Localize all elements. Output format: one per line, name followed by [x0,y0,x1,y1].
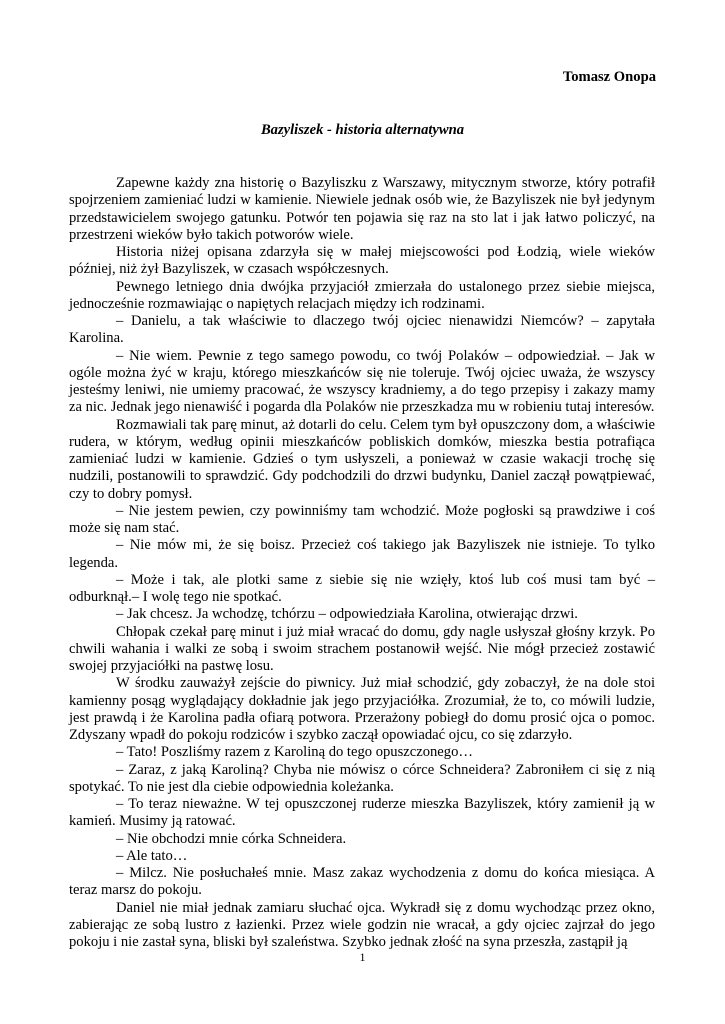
paragraph: – Jak chcesz. Ja wchodzę, tchórzu – odpowiedziała Karolina, otwierając drzwi. [116,606,578,623]
paragraph: – Nie mów mi, że się boisz. Przecież coś takiego jak Bazyliszek nie istnieje. To tylko legenda. [69,537,655,571]
paragraph: W środku zauważył zejście do piwnicy. Już miał schodzić, gdy zobaczył, że na dole stoi kamienny posąg wyglądający dokładnie jak jego przyjaciółka. Zrozumiał, że to, co mówili ludzie, jest prawdą i że Karolina padła ofiarą potwora. Przerażony pobiegł do domu prosić ojca o pomoc. Zdyszany wpadł do pokoju rodziców i szybko zaczął opowiadać ojcu, co się zdarzyło. [69,675,655,743]
paragraph: – Ale tato… [116,847,188,864]
paragraph: – Nie obchodzi mnie córka Schneidera. [116,830,347,847]
author-name: Tomasz Onopa [562,69,656,85]
paragraph: – Może i tak, ale plotki same z siebie się nie wzięły, ktoś lub coś musi tam być – odburknął.– I wolę tego nie spotkać. [69,571,655,605]
page-number: 1 [359,950,366,964]
paragraph: – Nie jestem pewien, czy powinniśmy tam wchodzić. Może pogłoski są prawdziwe i coś może się nam stać. [69,502,655,536]
paragraph: – Tato! Poszliśmy razem z Karoliną do tego opuszczonego… [116,744,473,761]
story-body [69,175,655,951]
paragraph: Historia niżej opisana zdarzyła się w małej miejscowości pod Łodzią, wiele wieków później, niż żył Bazyliszek, w czasach współczesnych. [69,244,655,278]
paragraph: – To teraz nieważne. W tej opuszczonej ruderze mieszka Bazyliszek, który zamienił ją w kamień. Musimy ją ratować. [69,796,655,830]
paragraph: – Milcz. Nie posłuchałeś mnie. Masz zakaz wychodzenia z domu do końca miesiąca. A teraz marsz do pokoju. [69,865,655,899]
paragraph: Pewnego letniego dnia dwójka przyjaciół zmierzała do ustalonego przez siebie miejsca, jednocześnie rozmawiając o napiętych relacjach między ich rodzinami. [69,278,655,312]
paragraph: Zapewne każdy zna historię o Bazyliszku z Warszawy, mitycznym stworze, który potrafił spojrzeniem zamieniać ludzi w kamienie. Niewiele jednak osób wie, że Bazyliszek nie był jedynym przedstawicielem swojego gatunku. Potwór ten pojawia się raz na sto lat i jak łatwo policzyć, na przestrzeni wieków było takich potworów wiele. [69,175,655,243]
paragraph: – Zaraz, z jaką Karoliną? Chyba nie mówisz o córce Schneidera? Zabroniłem ci się z nią spotykać. To nie jest dla ciebie odpowiednia koleżanka. [69,761,655,795]
document-title: Bazyliszek - historia alternatywna [260,122,465,138]
paragraph: Daniel nie miał jednak zamiaru słuchać ojca. Wykradł się z domu wychodząc przez okno, zabierając ze sobą lustro z łazienki. Przez wiele godzin nie wracał, a gdy ojciec zajrzał do jego pokoju i nie zastał syna, bliski był szaleństwa. Szybko jednak złość na syna przeszła, zastąpił ją [69,899,655,950]
paragraph: Rozmawiali tak parę minut, aż dotarli do celu. Celem tym był opuszczony dom, a właściwie rudera, w którym, według opinii mieszkańców pobliskich domków, mieszka bestia potrafiąca zamieniać ludzi w kamienie. Gdzieś o tym usłyszeli, a ponieważ w czasie wakacji trochę się nudzili, postanowili to sprawdzić. Gdy podchodzili do drzwi budynku, Daniel zaczął powątpiewać, czy to dobry pomysł. [69,416,655,502]
paragraph: – Danielu, a tak właściwie to dlaczego twój ojciec nienawidzi Niemców? – zapytała Karolina. [69,313,655,347]
paragraph: Chłopak czekał parę minut i już miał wracać do domu, gdy nagle usłyszał głośny krzyk. Po chwili wahania i walki ze sobą i swoim strachem postanowił wejść. Nie mógł przecież zostawić swojej przyjaciółki na pastwę losu. [69,623,655,674]
paragraph: – Nie wiem. Pewnie z tego samego powodu, co twój Polaków – odpowiedział. – Jak w ogóle można żyć w kraju, którego mieszkańców się nie toleruje. Twój ojciec uważa, że wszyscy jesteśmy leniwi, nie umiemy pracować, że wszyscy kradniemy, a do tego przepisy i zakazy mamy za nic. Jednak jego nienawiść i pogarda dla Polaków nie przeszkadza mu w robieniu tutaj interesów. [69,347,655,416]
